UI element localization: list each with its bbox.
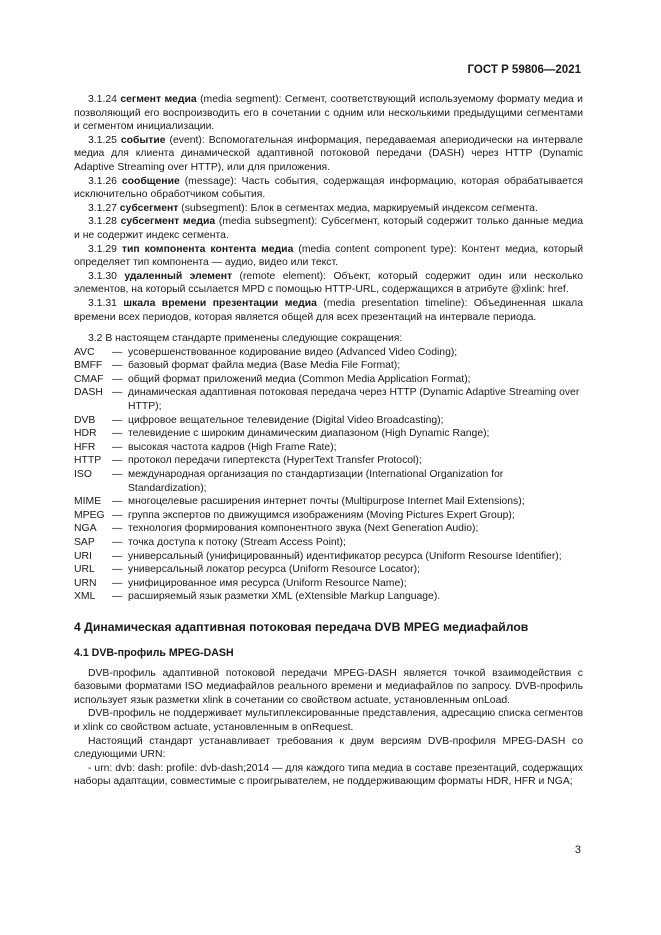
- abbreviation-dash: —: [112, 373, 123, 385]
- abbreviations-list: [74, 346, 583, 604]
- abbreviation-value: технология формирования компонентного звука (Next Generation Audio);: [128, 523, 479, 535]
- abbreviation-row: [74, 590, 583, 604]
- abbreviation-row: [74, 359, 583, 373]
- abbreviation-value: группа экспертов по движущимся изображениям (Moving Pictures Expert Group);: [128, 509, 515, 521]
- abbreviation-dash: —: [112, 469, 123, 481]
- term-number: 3.1.25: [88, 134, 117, 146]
- abbreviation-dash: —: [112, 550, 123, 562]
- term-name: событие: [120, 134, 166, 146]
- abbreviation-value: точка доступа к потоку (Stream Access Point);: [128, 537, 346, 548]
- term-paragraph: [74, 202, 583, 216]
- section-4-1-body: [74, 667, 583, 789]
- abbreviation-dash: —: [112, 523, 123, 535]
- term-name: удаленный элемент: [124, 270, 233, 282]
- page-content: [74, 93, 583, 789]
- abbreviation-key: AVC: [74, 346, 95, 358]
- abbreviation-dash: —: [112, 496, 123, 508]
- term-definition: (media subsegment): Субсегмент, который содержит только данные медиа и не содержит индекс сегмента.: [74, 216, 583, 241]
- abbreviation-value: базовый формат файла медиа (Base Media File Format);: [128, 360, 401, 372]
- abbreviation-key: HTTP: [74, 455, 102, 467]
- abbreviation-dash: —: [112, 564, 123, 576]
- term-paragraph: [74, 134, 583, 175]
- abbreviation-dash: —: [112, 428, 123, 440]
- term-definition: (media presentation timeline): Объединенная шкала времени всех периодов, которая является общей для всех презентаций на интервале периода.: [74, 297, 584, 323]
- abbreviation-row: [74, 563, 583, 577]
- abbreviation-key: ISO: [74, 469, 92, 481]
- term-name: шкала времени презентации медиа: [123, 297, 317, 309]
- abbreviation-row: [74, 495, 583, 509]
- term-number: 3.1.28: [88, 216, 117, 228]
- abbreviation-dash: —: [112, 591, 123, 603]
- abbreviation-row: [74, 536, 583, 550]
- term-number: 3.1.26: [88, 175, 117, 187]
- term-number: 3.1.31: [88, 297, 117, 309]
- term-number: 3.1.30: [88, 270, 117, 282]
- term-name: сообщение: [121, 175, 180, 187]
- abbreviation-dash: —: [112, 537, 123, 548]
- abbreviation-row: [74, 550, 583, 564]
- term-paragraph: [74, 175, 583, 202]
- term-paragraph: [74, 270, 583, 297]
- abbreviation-value: цифровое вещательное телевидение (Digital Video Broadcasting);: [128, 414, 444, 426]
- abbreviation-key: DASH: [74, 387, 103, 399]
- term-paragraph: [74, 93, 583, 134]
- abbreviation-key: SAP: [74, 537, 95, 548]
- term-definition: (subsegment): Блок в сегментах медиа, маркируемый индексом сегмента.: [178, 202, 538, 214]
- term-name: сегмент медиа: [120, 94, 197, 105]
- abbreviation-row: [74, 454, 583, 468]
- abbreviation-value: универсальный локатор ресурса (Uniform Resource Locator);: [128, 564, 420, 576]
- abbreviation-dash: —: [112, 455, 123, 467]
- abbreviation-row: [74, 386, 583, 413]
- abbreviation-dash: —: [112, 360, 123, 372]
- abbreviations-intro: 3.2 В настоящем стандарте применены следующие сокращения:: [88, 333, 403, 345]
- abbreviation-key: HFR: [74, 441, 96, 453]
- term-definition: (media segment): Сегмент, соответствующий используемому формату медиа и позволяющий его воспроизводить его в сочетании с одним или несколькими предыдущими сегментами и сегментом инициализации.: [74, 94, 583, 133]
- abbreviation-row: [74, 346, 583, 360]
- term-definition: (remote element): Объект, который содержит один или несколько элементов, на который ссылается MPD с помощью HTTP-URL, содержащихся в атрибуте @xlink: href.: [74, 270, 583, 296]
- abbreviation-value: многоцелевые расширения интернет почты (Multipurpose Internet Mail Extensions);: [128, 496, 525, 508]
- term-paragraph: [74, 243, 583, 270]
- term-number: 3.1.24: [88, 94, 117, 105]
- abbreviation-dash: —: [112, 577, 123, 589]
- abbreviation-key: URL: [74, 564, 95, 576]
- term-number: 3.1.27: [88, 202, 117, 214]
- standard-header: ГОСТ Р 59806—2021: [467, 64, 581, 76]
- body-paragraph: Настоящий стандарт устанавливает требования к двум версиям DVB-профиля MPEG-DASH со следующими URN:: [74, 735, 583, 761]
- abbreviation-row: [74, 509, 583, 523]
- term-name: субсегмент: [119, 202, 179, 214]
- abbreviation-row: [74, 522, 583, 536]
- body-paragraph: - urn: dvb: dash: profile: dvb-dash;2014 — для каждого типа медиа в составе презентаций, содержащих наборы адаптации, совместимые с проигрывателем, не поддерживающим форматы HDR, HFR и NGA;: [74, 762, 583, 788]
- abbreviation-value: общий формат приложений медиа (Common Media Application Format);: [128, 373, 471, 385]
- abbreviation-value: расширяемый язык разметки XML (eXtensible Markup Language).: [128, 591, 441, 603]
- abbreviation-key: HDR: [74, 428, 97, 440]
- abbreviation-value: телевидение с широким динамическим диапазоном (High Dynamic Range);: [128, 428, 490, 440]
- body-paragraph: DVB-профиль адаптивной потоковой передачи MPEG-DASH является точкой взаимодействия с базовыми форматами ISO медиафайлов реального времени и медиафайлов по запросу. DVB-профиль использует язык разметки xlink в сочетании со свойством actuate, установленным onLoad.: [74, 667, 583, 706]
- abbreviation-key: MIME: [74, 496, 102, 508]
- abbreviation-key: CMAF: [74, 373, 104, 385]
- term-name: субсегмент медиа: [120, 216, 216, 228]
- section-4-title: 4 Динамическая адаптивная потоковая передача DVB MPEG медиафайлов: [74, 619, 529, 634]
- abbreviation-value: протокол передачи гипертекста (HyperText Transfer Protocol);: [128, 455, 422, 467]
- abbreviation-value: усовершенствованное кодирование видео (Advanced Video Coding);: [128, 346, 458, 358]
- abbreviation-value: высокая частота кадров (High Frame Rate);: [128, 441, 337, 453]
- abbreviation-key: URN: [74, 577, 97, 589]
- page-number: 3: [574, 844, 581, 856]
- term-paragraph: [74, 215, 583, 242]
- abbreviation-value: международная организация по стандартизации (International Organization for Standardization);: [128, 469, 504, 494]
- abbreviation-dash: —: [112, 387, 123, 399]
- abbreviation-dash: —: [112, 414, 123, 426]
- abbreviation-row: [74, 427, 583, 441]
- abbreviation-row: [74, 577, 583, 591]
- abbreviation-key: XML: [74, 591, 96, 603]
- term-definition: (event): Вспомогательная информация, передаваемая апериодически на интервале медиа для клиента динамической адаптивной потоковой передачи (DASH) через HTTP (Dynamic Adaptive Streaming over HTTP), или для приложения.: [74, 134, 584, 173]
- abbreviation-row: [74, 414, 583, 428]
- abbreviation-value: динамическая адаптивная потоковая передача через HTTP (Dynamic Adaptive Streaming over HTTP);: [128, 387, 580, 413]
- abbreviation-key: DVB: [74, 414, 96, 426]
- term-paragraph: [74, 297, 583, 324]
- section-4-1-title: 4.1 DVB-профиль MPEG-DASH: [74, 646, 234, 659]
- abbreviation-key: MPEG: [74, 509, 105, 521]
- abbreviation-key: NGA: [74, 523, 97, 535]
- abbreviation-row: [74, 373, 583, 387]
- body-paragraph: DVB-профиль не поддерживает мультиплексированные представления, адресацию списка сегментов и xlink со свойством actuate, установленным в onRequest.: [74, 708, 583, 733]
- term-name: тип компонента контента медиа: [121, 243, 294, 255]
- term-number: 3.1.29: [88, 243, 117, 255]
- abbreviation-key: BMFF: [74, 360, 103, 372]
- abbreviation-row: [74, 441, 583, 455]
- abbreviation-dash: —: [112, 509, 123, 521]
- abbreviation-row: [74, 468, 583, 495]
- term-definition: (message): Часть события, содержащая информацию, которая обрабатывается исключительно обработчиком события.: [74, 175, 583, 201]
- abbreviation-value: универсальный (унифицированный) идентификатор ресурса (Uniform Resourse Identifier);: [128, 550, 562, 562]
- terms-list: [74, 93, 583, 324]
- abbreviation-value: унифицированное имя ресурса (Uniform Resource Name);: [128, 577, 407, 589]
- abbreviation-dash: —: [112, 346, 123, 358]
- abbreviation-key: URI: [74, 550, 92, 562]
- abbreviation-dash: —: [112, 441, 123, 453]
- term-definition: (media content component type): Контент медиа, который определяет тип компонента — аудио, видео или текст.: [74, 243, 583, 269]
